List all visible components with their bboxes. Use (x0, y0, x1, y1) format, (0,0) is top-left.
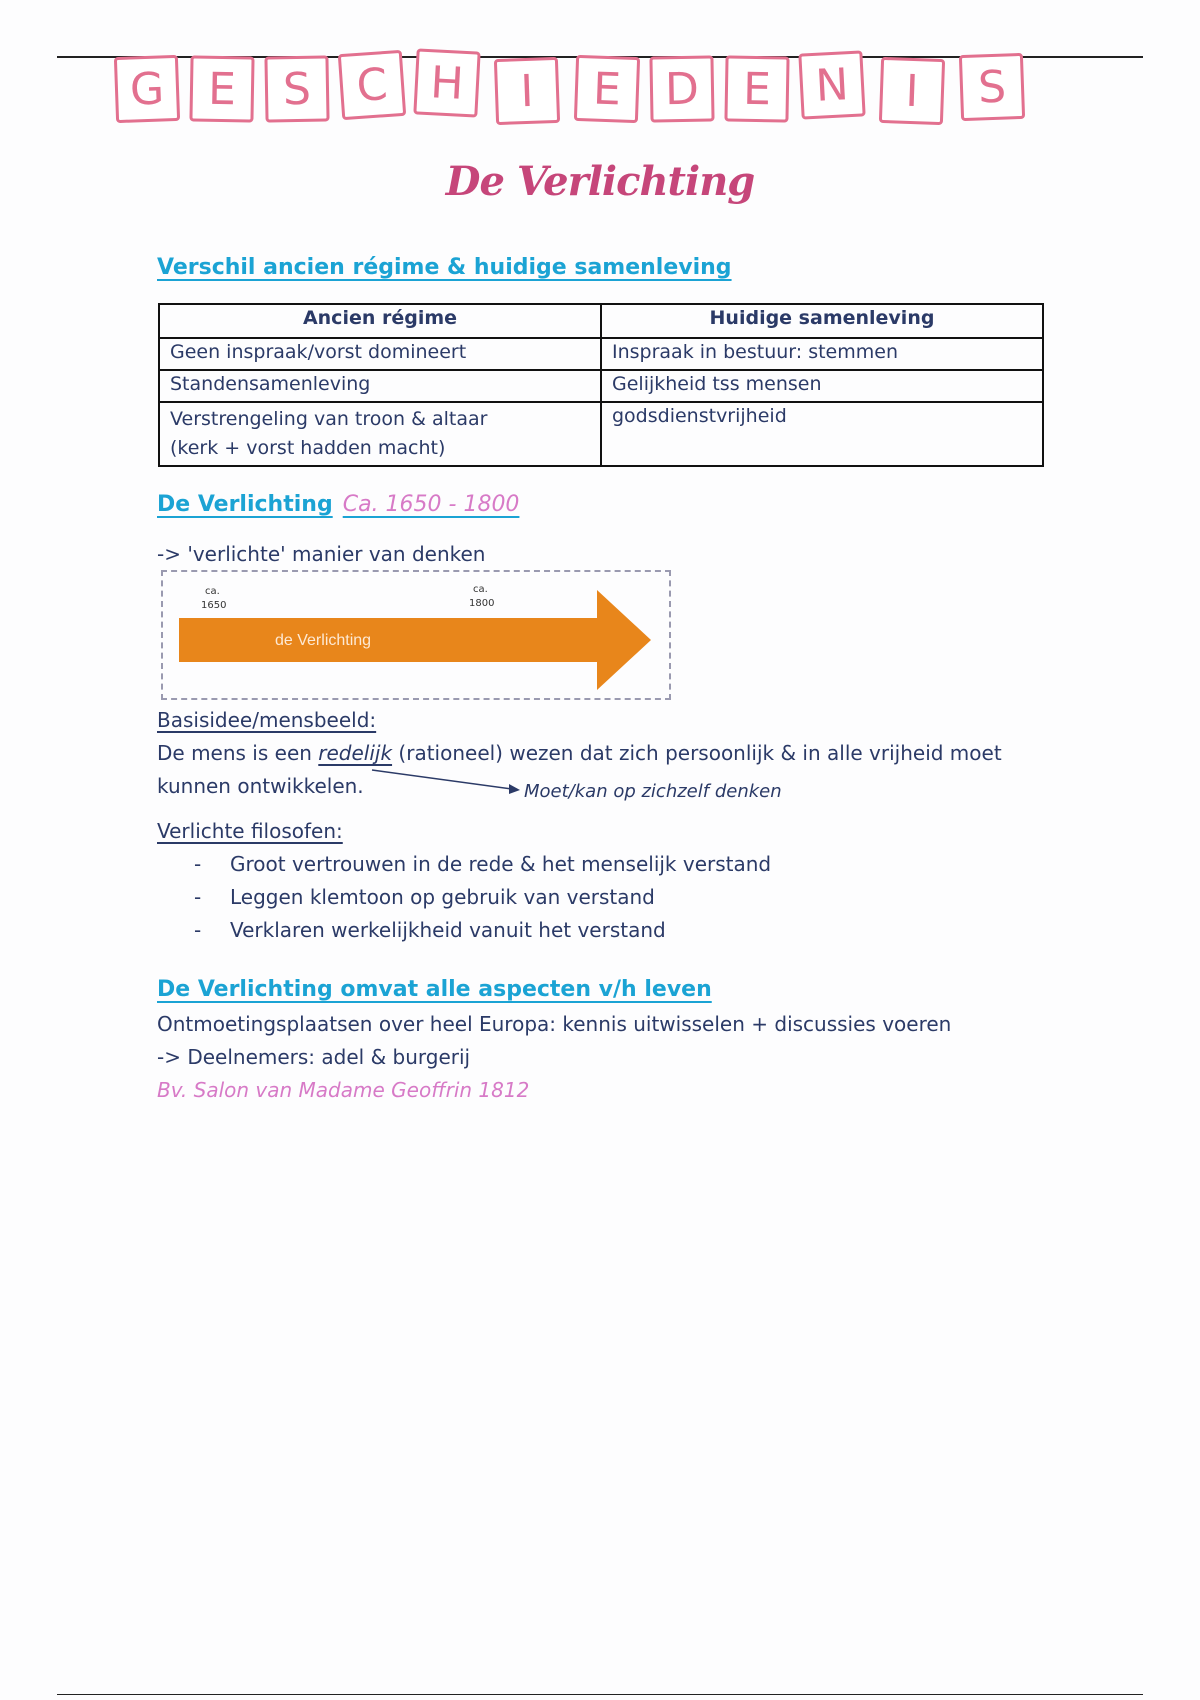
table-cell: Geen inspraak/vorst domineert (159, 338, 601, 370)
meeting-places-line: Ontmoetingsplaatsen over heel Europa: kennis uitwisselen + discussies voeren (157, 1012, 952, 1036)
timeline-graphic (163, 572, 669, 698)
list-item: - Groot vertrouwen in de rede & het menselijk verstand (194, 852, 772, 876)
list-item: - Leggen klemtoon op gebruik van verstand (194, 885, 655, 909)
section-heading-verlichting (157, 492, 519, 517)
list-item-text: Leggen klemtoon op gebruik van verstand (230, 885, 655, 909)
timeline-arrow (179, 590, 651, 690)
table-header-row (159, 304, 1043, 338)
table-row (159, 338, 1043, 370)
intro-line: -> 'verlichte' manier van denken (157, 542, 486, 566)
table-row (159, 402, 1043, 466)
banner-letter: N (798, 50, 865, 119)
table-row (159, 370, 1043, 402)
annotation-note: Moet/kan op zichzelf denken (524, 781, 782, 802)
period-date: Ca. 1650 - 1800 (342, 492, 520, 517)
basis-text-line2: kunnen ontwikkelen. (157, 774, 364, 798)
timeline-frame (161, 570, 671, 700)
banner-letter: I (879, 57, 945, 125)
basis-text (157, 741, 1002, 765)
table-cell: Gelijkheid tss mensen (601, 370, 1043, 402)
banner-letter: E (574, 55, 640, 123)
banner-letter: E (724, 55, 789, 122)
participants-line: -> Deelnemers: adel & burgerij (157, 1045, 471, 1069)
timeline-label: de Verlichting (275, 632, 372, 649)
bottom-rule (57, 1694, 1143, 1695)
page-subtitle: De Verlichting (445, 158, 755, 205)
table-cell-line: Verstrengeling van troon & altaar (170, 408, 488, 430)
timeline-end-ca: ca. (473, 584, 488, 595)
table-cell: godsdienstvrijheid (601, 402, 1043, 466)
table-cell-line: (kerk + vorst hadden macht) (170, 437, 446, 459)
table-cell: Standensamenleving (159, 370, 601, 402)
banner-letter: E (189, 55, 254, 122)
title-banner (115, 48, 1085, 132)
basis-text-rest: (rationeel) wezen dat zich persoonlijk & in alle vrijheid moet (392, 741, 1002, 765)
philosophers-label: Verlichte filosofen: (157, 819, 343, 843)
section-heading-text: De Verlichting (157, 492, 333, 517)
example-line: Bv. Salon van Madame Geoffrin 1812 (157, 1078, 530, 1102)
list-item-text: Verklaren werkelijkheid vanuit het verstand (230, 918, 666, 942)
banner-letter: H (413, 48, 480, 117)
table-header-ancien: Ancien régime (159, 304, 601, 338)
table-cell (159, 402, 601, 466)
comparison-table (158, 303, 1044, 467)
annotation-arrow (360, 762, 530, 794)
section-heading-aspecten: De Verlichting omvat alle aspecten v/h leven (157, 977, 712, 1002)
banner-letter: I (494, 57, 560, 125)
timeline-start-ca: ca. (205, 586, 220, 597)
basis-label: Basisidee/mensbeeld: (157, 708, 377, 732)
table-header-huidig: Huidige samenleving (601, 304, 1043, 338)
philosophers-list (190, 852, 771, 951)
banner-letter: S (959, 53, 1025, 121)
list-item-text: Groot vertrouwen in de rede & het menselijk verstand (230, 852, 772, 876)
banner-letter: D (649, 55, 714, 122)
section-heading-comparison: Verschil ancien régime & huidige samenleving (157, 255, 732, 280)
keyword-redelijk: redelijk (318, 741, 393, 765)
banner-letter: C (338, 50, 406, 120)
table-cell: Inspraak in bestuur: stemmen (601, 338, 1043, 370)
timeline-end-year: 1800 (469, 598, 495, 609)
banner-letter: G (114, 55, 180, 123)
timeline-start-year: 1650 (201, 600, 227, 611)
basis-text-start: De mens is een (157, 741, 319, 765)
list-item: - Verklaren werkelijkheid vanuit het verstand (194, 918, 666, 942)
banner-letter: S (264, 55, 329, 122)
